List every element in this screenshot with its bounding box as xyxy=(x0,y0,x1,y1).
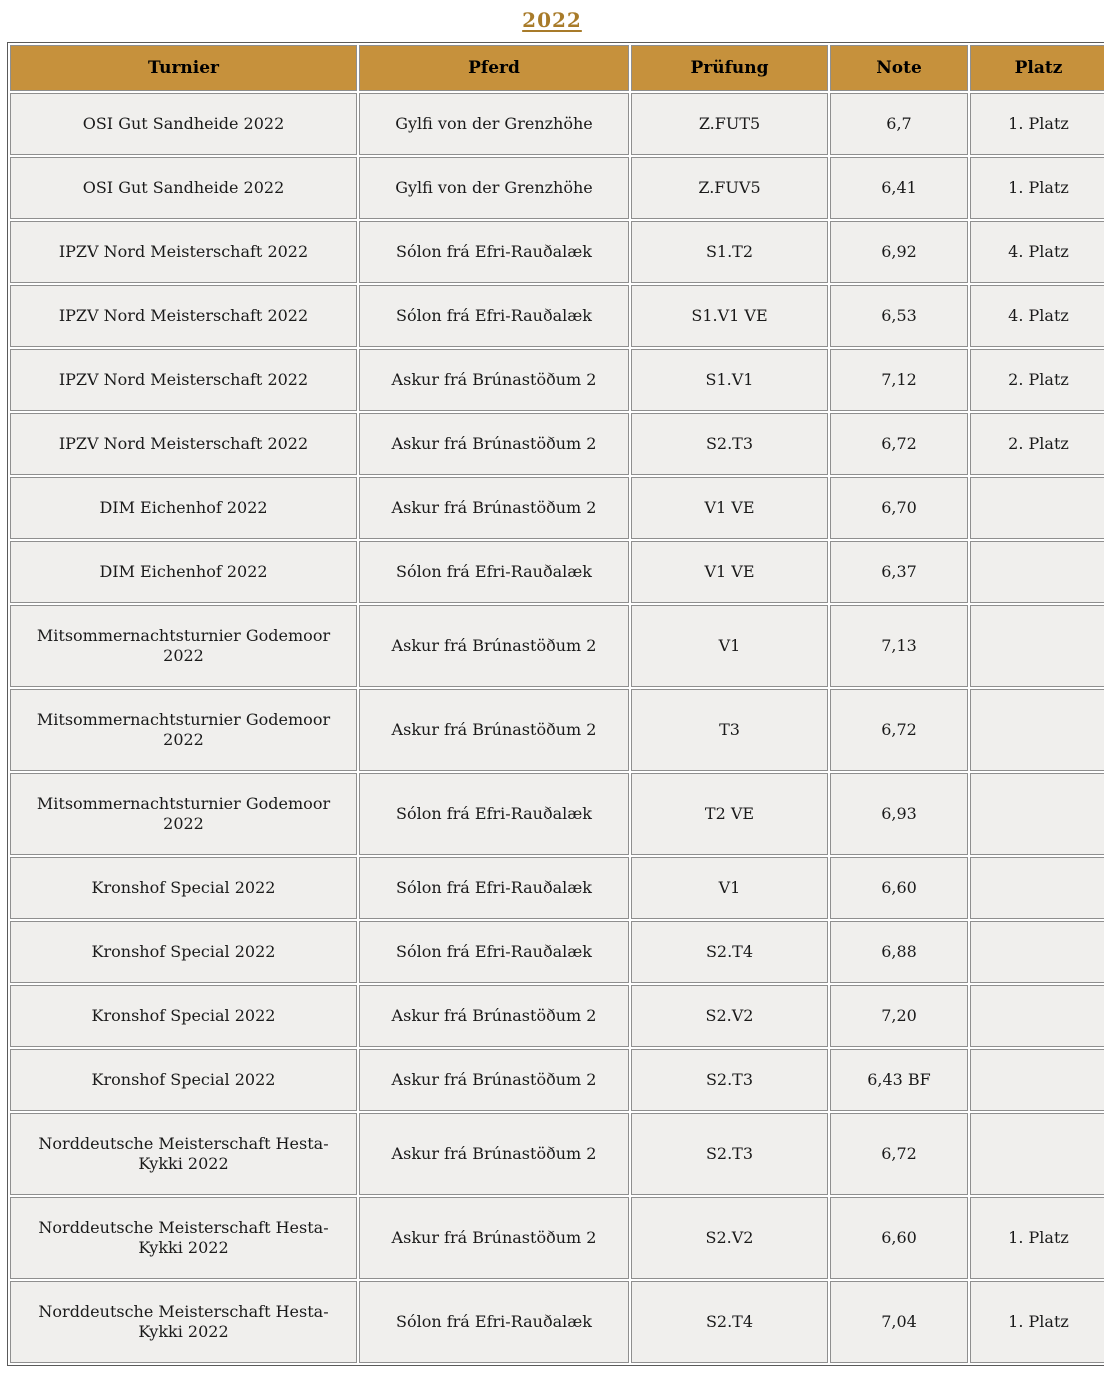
turnier-cell: Mitsommernachtsturnier Godemoor 2022 xyxy=(10,773,357,855)
platz-cell xyxy=(970,921,1104,983)
pruefung-cell: S2.T4 xyxy=(631,1281,828,1363)
note-cell: 6,72 xyxy=(830,1113,968,1195)
pruefung-cell: S1.V1 VE xyxy=(631,285,828,347)
pruefung-cell: Z.FUV5 xyxy=(631,157,828,219)
note-cell: 6,37 xyxy=(830,541,968,603)
pruefung-cell: T2 VE xyxy=(631,773,828,855)
note-cell: 6,43 BF xyxy=(830,1049,968,1111)
platz-cell xyxy=(970,985,1104,1047)
turnier-cell: DIM Eichenhof 2022 xyxy=(10,477,357,539)
table-row xyxy=(10,477,1104,539)
platz-cell xyxy=(970,477,1104,539)
table-row xyxy=(10,689,1104,771)
pferd-cell: Askur frá Brúnastöðum 2 xyxy=(359,1049,629,1111)
platz-cell: 1. Platz xyxy=(970,157,1104,219)
page-title xyxy=(7,8,1097,32)
pferd-cell: Askur frá Brúnastöðum 2 xyxy=(359,477,629,539)
pruefung-cell: V1 VE xyxy=(631,541,828,603)
pruefung-cell: V1 xyxy=(631,857,828,919)
pruefung-cell: Z.FUT5 xyxy=(631,93,828,155)
platz-cell: 1. Platz xyxy=(970,1281,1104,1363)
turnier-cell: Kronshof Special 2022 xyxy=(10,921,357,983)
note-cell: 6,60 xyxy=(830,857,968,919)
pferd-cell: Sólon frá Efri-Rauðalæk xyxy=(359,541,629,603)
pruefung-cell: S2.T4 xyxy=(631,921,828,983)
turnier-cell: Kronshof Special 2022 xyxy=(10,985,357,1047)
note-cell: 6,92 xyxy=(830,221,968,283)
column-header: Pferd xyxy=(359,45,629,91)
pferd-cell: Gylfi von der Grenzhöhe xyxy=(359,157,629,219)
platz-cell: 2. Platz xyxy=(970,349,1104,411)
note-cell: 6,60 xyxy=(830,1197,968,1279)
turnier-cell: IPZV Nord Meisterschaft 2022 xyxy=(10,413,357,475)
note-cell: 7,04 xyxy=(830,1281,968,1363)
turnier-cell: OSI Gut Sandheide 2022 xyxy=(10,157,357,219)
turnier-cell: OSI Gut Sandheide 2022 xyxy=(10,93,357,155)
note-cell: 7,13 xyxy=(830,605,968,687)
turnier-cell: IPZV Nord Meisterschaft 2022 xyxy=(10,349,357,411)
column-header: Platz xyxy=(970,45,1104,91)
table-row xyxy=(10,157,1104,219)
platz-cell: 4. Platz xyxy=(970,221,1104,283)
note-cell: 7,20 xyxy=(830,985,968,1047)
pferd-cell: Askur frá Brúnastöðum 2 xyxy=(359,689,629,771)
pferd-cell: Sólon frá Efri-Rauðalæk xyxy=(359,773,629,855)
pruefung-cell: V1 VE xyxy=(631,477,828,539)
note-cell: 6,93 xyxy=(830,773,968,855)
pferd-cell: Askur frá Brúnastöðum 2 xyxy=(359,1197,629,1279)
platz-cell: 1. Platz xyxy=(970,1197,1104,1279)
pferd-cell: Sólon frá Efri-Rauðalæk xyxy=(359,285,629,347)
turnier-cell: Kronshof Special 2022 xyxy=(10,857,357,919)
pferd-cell: Askur frá Brúnastöðum 2 xyxy=(359,413,629,475)
column-header: Note xyxy=(830,45,968,91)
results-table xyxy=(7,42,1104,1366)
pruefung-cell: S1.V1 xyxy=(631,349,828,411)
note-cell: 6,70 xyxy=(830,477,968,539)
pferd-cell: Gylfi von der Grenzhöhe xyxy=(359,93,629,155)
table-row xyxy=(10,1197,1104,1279)
turnier-cell: Kronshof Special 2022 xyxy=(10,1049,357,1111)
platz-cell xyxy=(970,1113,1104,1195)
turnier-cell: IPZV Nord Meisterschaft 2022 xyxy=(10,221,357,283)
pruefung-cell: S1.T2 xyxy=(631,221,828,283)
turnier-cell: Norddeutsche Meisterschaft Hesta-Kykki 2022 xyxy=(10,1113,357,1195)
note-cell: 6,7 xyxy=(830,93,968,155)
table-row xyxy=(10,921,1104,983)
platz-cell: 2. Platz xyxy=(970,413,1104,475)
platz-cell xyxy=(970,773,1104,855)
pruefung-cell: V1 xyxy=(631,605,828,687)
results-table-body xyxy=(10,93,1104,1363)
platz-cell xyxy=(970,857,1104,919)
table-row xyxy=(10,541,1104,603)
pferd-cell: Askur frá Brúnastöðum 2 xyxy=(359,1113,629,1195)
pruefung-cell: S2.T3 xyxy=(631,413,828,475)
pferd-cell: Askur frá Brúnastöðum 2 xyxy=(359,985,629,1047)
pruefung-cell: S2.V2 xyxy=(631,1197,828,1279)
pruefung-cell: S2.V2 xyxy=(631,985,828,1047)
pferd-cell: Askur frá Brúnastöðum 2 xyxy=(359,605,629,687)
table-row xyxy=(10,221,1104,283)
header-row xyxy=(10,45,1104,91)
pruefung-cell: S2.T3 xyxy=(631,1049,828,1111)
turnier-cell: Norddeutsche Meisterschaft Hesta-Kykki 2022 xyxy=(10,1197,357,1279)
platz-cell xyxy=(970,689,1104,771)
pferd-cell: Askur frá Brúnastöðum 2 xyxy=(359,349,629,411)
platz-cell: 4. Platz xyxy=(970,285,1104,347)
table-row xyxy=(10,349,1104,411)
turnier-cell: IPZV Nord Meisterschaft 2022 xyxy=(10,285,357,347)
note-cell: 6,53 xyxy=(830,285,968,347)
year-title-link[interactable]: 2022 xyxy=(522,8,582,32)
platz-cell xyxy=(970,1049,1104,1111)
note-cell: 6,88 xyxy=(830,921,968,983)
pferd-cell: Sólon frá Efri-Rauðalæk xyxy=(359,921,629,983)
platz-cell xyxy=(970,605,1104,687)
pferd-cell: Sólon frá Efri-Rauðalæk xyxy=(359,1281,629,1363)
table-row xyxy=(10,985,1104,1047)
platz-cell xyxy=(970,541,1104,603)
table-row xyxy=(10,413,1104,475)
table-row xyxy=(10,1113,1104,1195)
pferd-cell: Sólon frá Efri-Rauðalæk xyxy=(359,221,629,283)
note-cell: 7,12 xyxy=(830,349,968,411)
note-cell: 6,41 xyxy=(830,157,968,219)
table-row xyxy=(10,285,1104,347)
turnier-cell: DIM Eichenhof 2022 xyxy=(10,541,357,603)
table-row xyxy=(10,773,1104,855)
turnier-cell: Mitsommernachtsturnier Godemoor 2022 xyxy=(10,689,357,771)
platz-cell: 1. Platz xyxy=(970,93,1104,155)
pruefung-cell: S2.T3 xyxy=(631,1113,828,1195)
column-header: Prüfung xyxy=(631,45,828,91)
pferd-cell: Sólon frá Efri-Rauðalæk xyxy=(359,857,629,919)
turnier-cell: Norddeutsche Meisterschaft Hesta-Kykki 2022 xyxy=(10,1281,357,1363)
table-row xyxy=(10,1281,1104,1363)
table-row xyxy=(10,93,1104,155)
note-cell: 6,72 xyxy=(830,413,968,475)
table-row xyxy=(10,1049,1104,1111)
table-row xyxy=(10,857,1104,919)
table-row xyxy=(10,605,1104,687)
note-cell: 6,72 xyxy=(830,689,968,771)
column-header: Turnier xyxy=(10,45,357,91)
pruefung-cell: T3 xyxy=(631,689,828,771)
turnier-cell: Mitsommernachtsturnier Godemoor 2022 xyxy=(10,605,357,687)
